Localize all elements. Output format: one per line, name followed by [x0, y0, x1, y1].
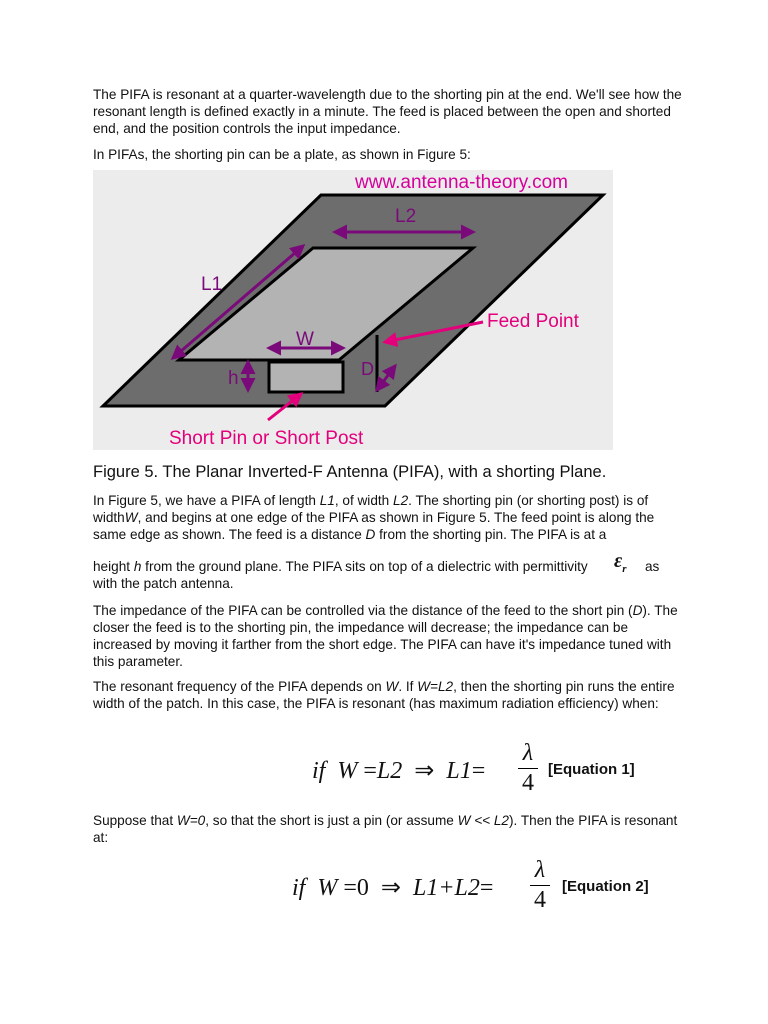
- patch-antenna-text: with the patch antenna.: [93, 576, 234, 591]
- short-plate: [269, 362, 343, 392]
- feed-point-label: Feed Point: [487, 311, 579, 332]
- short-pin-label: Short Pin or Short Post: [169, 428, 364, 449]
- eq2-implies: ⇒: [380, 875, 401, 901]
- as-text: as: [645, 559, 660, 574]
- w-label: W: [296, 329, 314, 350]
- equation-2-label: [Equation 2]: [562, 878, 649, 895]
- eq1-result: L1: [446, 758, 472, 784]
- eq1-if: if: [312, 758, 326, 784]
- pin-case-paragraph: Suppose that W=0, so that the short is just a pin (or assume W << L2). Then the PIFA is resonant at:: [93, 813, 678, 845]
- figure-caption: Figure 5. The Planar Inverted-F Antenna (PIFA), with a shorting Plane.: [93, 463, 607, 481]
- height-paragraph: height h from the ground plane. The PIFA sits on top of a dielectric with permittivity: [93, 559, 588, 574]
- eq1-implies: ⇒: [414, 758, 435, 784]
- h-label: h: [228, 368, 239, 389]
- l1-label: L1: [201, 274, 223, 295]
- eq2-if: if: [292, 875, 306, 901]
- pifa-figure: [93, 170, 613, 450]
- d-label: D: [361, 359, 374, 379]
- equation-1-label: [Equation 1]: [548, 761, 635, 778]
- intro-paragraph: The PIFA is resonant at a quarter-wavelength due to the shorting pin at the end. We'll see how the resonant length is defined exactly in a minute. The feed is placed between the open and shorted end, and the position controls the input impedance.: [93, 87, 682, 136]
- pifa-dimensions-paragraph: In Figure 5, we have a PIFA of length L1, of width L2. The shorting pin (or shorting post) is of widthW, and begins at one edge of the PIFA as shown in Figure 5. The feed point is along the same edge as shown. The feed is a distance D from the shorting pin. The PIFA is at a: [93, 493, 655, 542]
- eq2-lhs: W: [317, 875, 338, 901]
- impedance-paragraph: The impedance of the PIFA can be controlled via the distance of the feed to the short pin (D). The closer the feed is to the shorting pin, the impedance will decrease; the impedance can be increased by moving it farther from the short edge. The PIFA can have it's impedance tuned with this parameter.: [93, 603, 678, 669]
- permittivity-symbol: $\varepsilon_r$: [614, 550, 627, 575]
- eq2-result: L1+L2: [413, 875, 480, 901]
- eq1-rhs: L2: [376, 758, 403, 784]
- eq1-fraction: λ 4: [518, 740, 538, 797]
- eq2-rhs: 0: [356, 875, 369, 901]
- resonant-frequency-paragraph: The resonant frequency of the PIFA depends on W. If W=L2, then the shorting pin runs the entire width of the patch. In this case, the PIFA is resonant (has maximum radiation efficiency) when:: [93, 679, 675, 711]
- pifa-diagram: [93, 170, 613, 450]
- eq2-fraction: λ 4: [530, 857, 550, 914]
- shorting-plate-paragraph: In PIFAs, the shorting pin can be a plate, as shown in Figure 5:: [93, 147, 471, 162]
- l2-label: L2: [395, 206, 417, 227]
- watermark-text: www.antenna-theory.com: [355, 172, 568, 193]
- eq1-lhs: W: [337, 758, 358, 784]
